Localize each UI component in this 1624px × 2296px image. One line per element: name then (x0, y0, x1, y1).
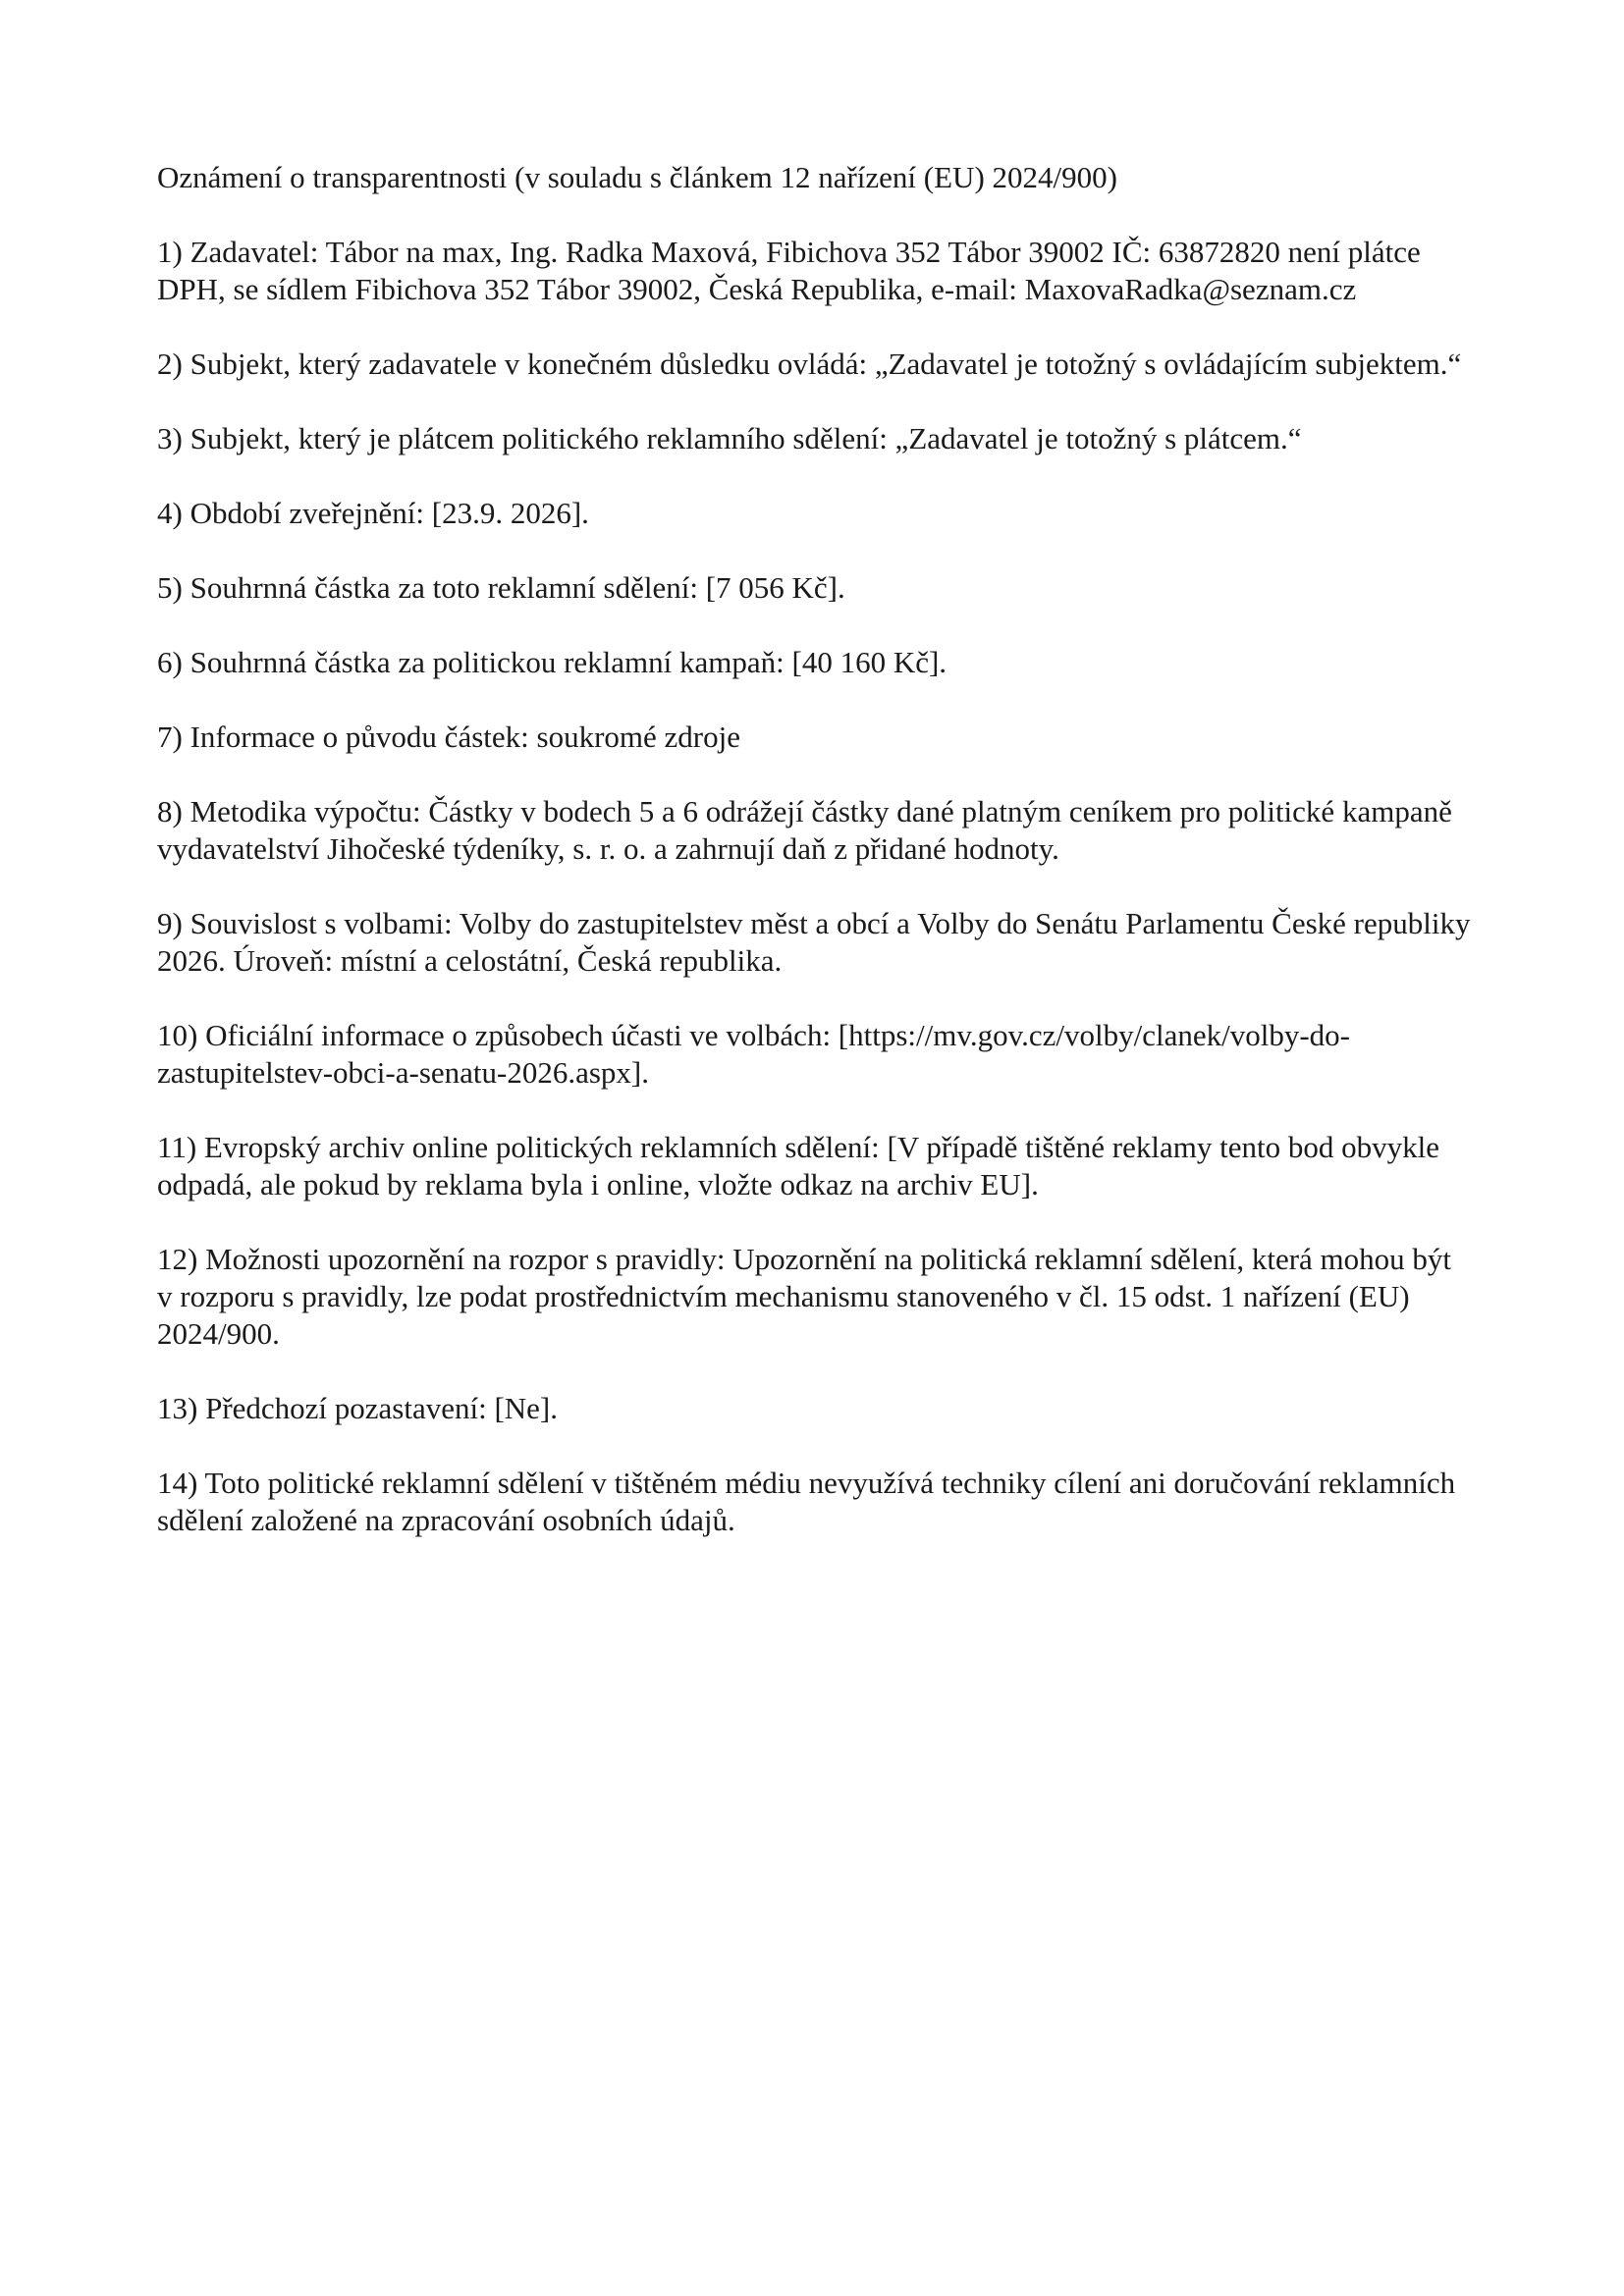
item-11-eu-archive: 11) Evropský archiv online politických reklamních sdělení: [V případě tištěné reklamy tento bod obvykle odpadá, ale pokud by reklama byla i online, vložte odkaz na archiv EU]. (157, 1130, 1439, 1201)
item-2-controlling-entity: 2) Subjekt, který zadavatele v konečném důsledku ovládá: „Zadavatel je totožný s ovládajícím subjektem.“ (157, 347, 1462, 381)
item-3-payer: 3) Subjekt, který je plátcem politického reklamního sdělení: „Zadavatel je totožný s plátcem.“ (157, 421, 1302, 455)
item-14-targeting-statement: 14) Toto politické reklamní sdělení v tištěném médiu nevyužívá techniky cílení ani doručování reklamních sdělení založené na zpracování osobních údajů. (157, 1466, 1456, 1537)
item-9-election-link: 9) Souvislost s volbami: Volby do zastupitelstev měst a obcí a Volby do Senátu Parlamentu České republiky 2026. Úroveň: místní a celostátní, Česká republika. (157, 906, 1471, 978)
item-7-funding-source: 7) Informace o původu částek: soukromé zdroje (157, 720, 740, 754)
item-1-submitter: 1) Zadavatel: Tábor na max, Ing. Radka Maxová, Fibichova 352 Tábor 39002 IČ: 63872820 není plátce DPH, se sídlem Fibichova 352 Tábor 39002, Česká Republika, e-mail: MaxovaRadka@seznam.cz (157, 235, 1421, 306)
item-5-message-amount: 5) Souhrnná částka za toto reklamní sdělení: [7 056 Kč]. (157, 570, 845, 605)
item-12-reporting-options: 12) Možnosti upozornění na rozpor s pravidly: Upozornění na politická reklamní sdělení, která mohou být v rozporu s pravidly, lze podat prostřednictvím mechanismu stanoveného v čl. 15 odst. 1 nařízení (EU) 2024/900. (157, 1242, 1452, 1351)
item-13-previous-suspension: 13) Předchozí pozastavení: [Ne]. (157, 1391, 559, 1425)
item-10-official-info: 10) Oficiální informace o způsobech účasti ve volbách: [https://mv.gov.cz/volby/clanek/volby-do-zastupitelstev-obci-a-senatu-2026.aspx]. (157, 1018, 1350, 1090)
document-heading: Oznámení o transparentnosti (v souladu s článkem 12 nařízení (EU) 2024/900) (157, 160, 1117, 194)
document-body (157, 159, 1473, 1539)
item-6-campaign-amount: 6) Souhrnná částka za politickou reklamní kampaň: [40 160 Kč]. (157, 645, 947, 679)
item-4-publication-period: 4) Období zveřejnění: [23.9. 2026]. (157, 496, 589, 530)
item-8-methodology: 8) Metodika výpočtu: Částky v bodech 5 a 6 odrážejí částky dané platným ceníkem pro politické kampaně vydavatelství Jihočeské týdeníky, s. r. o. a zahrnují daň z přidané hodnoty. (157, 794, 1452, 866)
